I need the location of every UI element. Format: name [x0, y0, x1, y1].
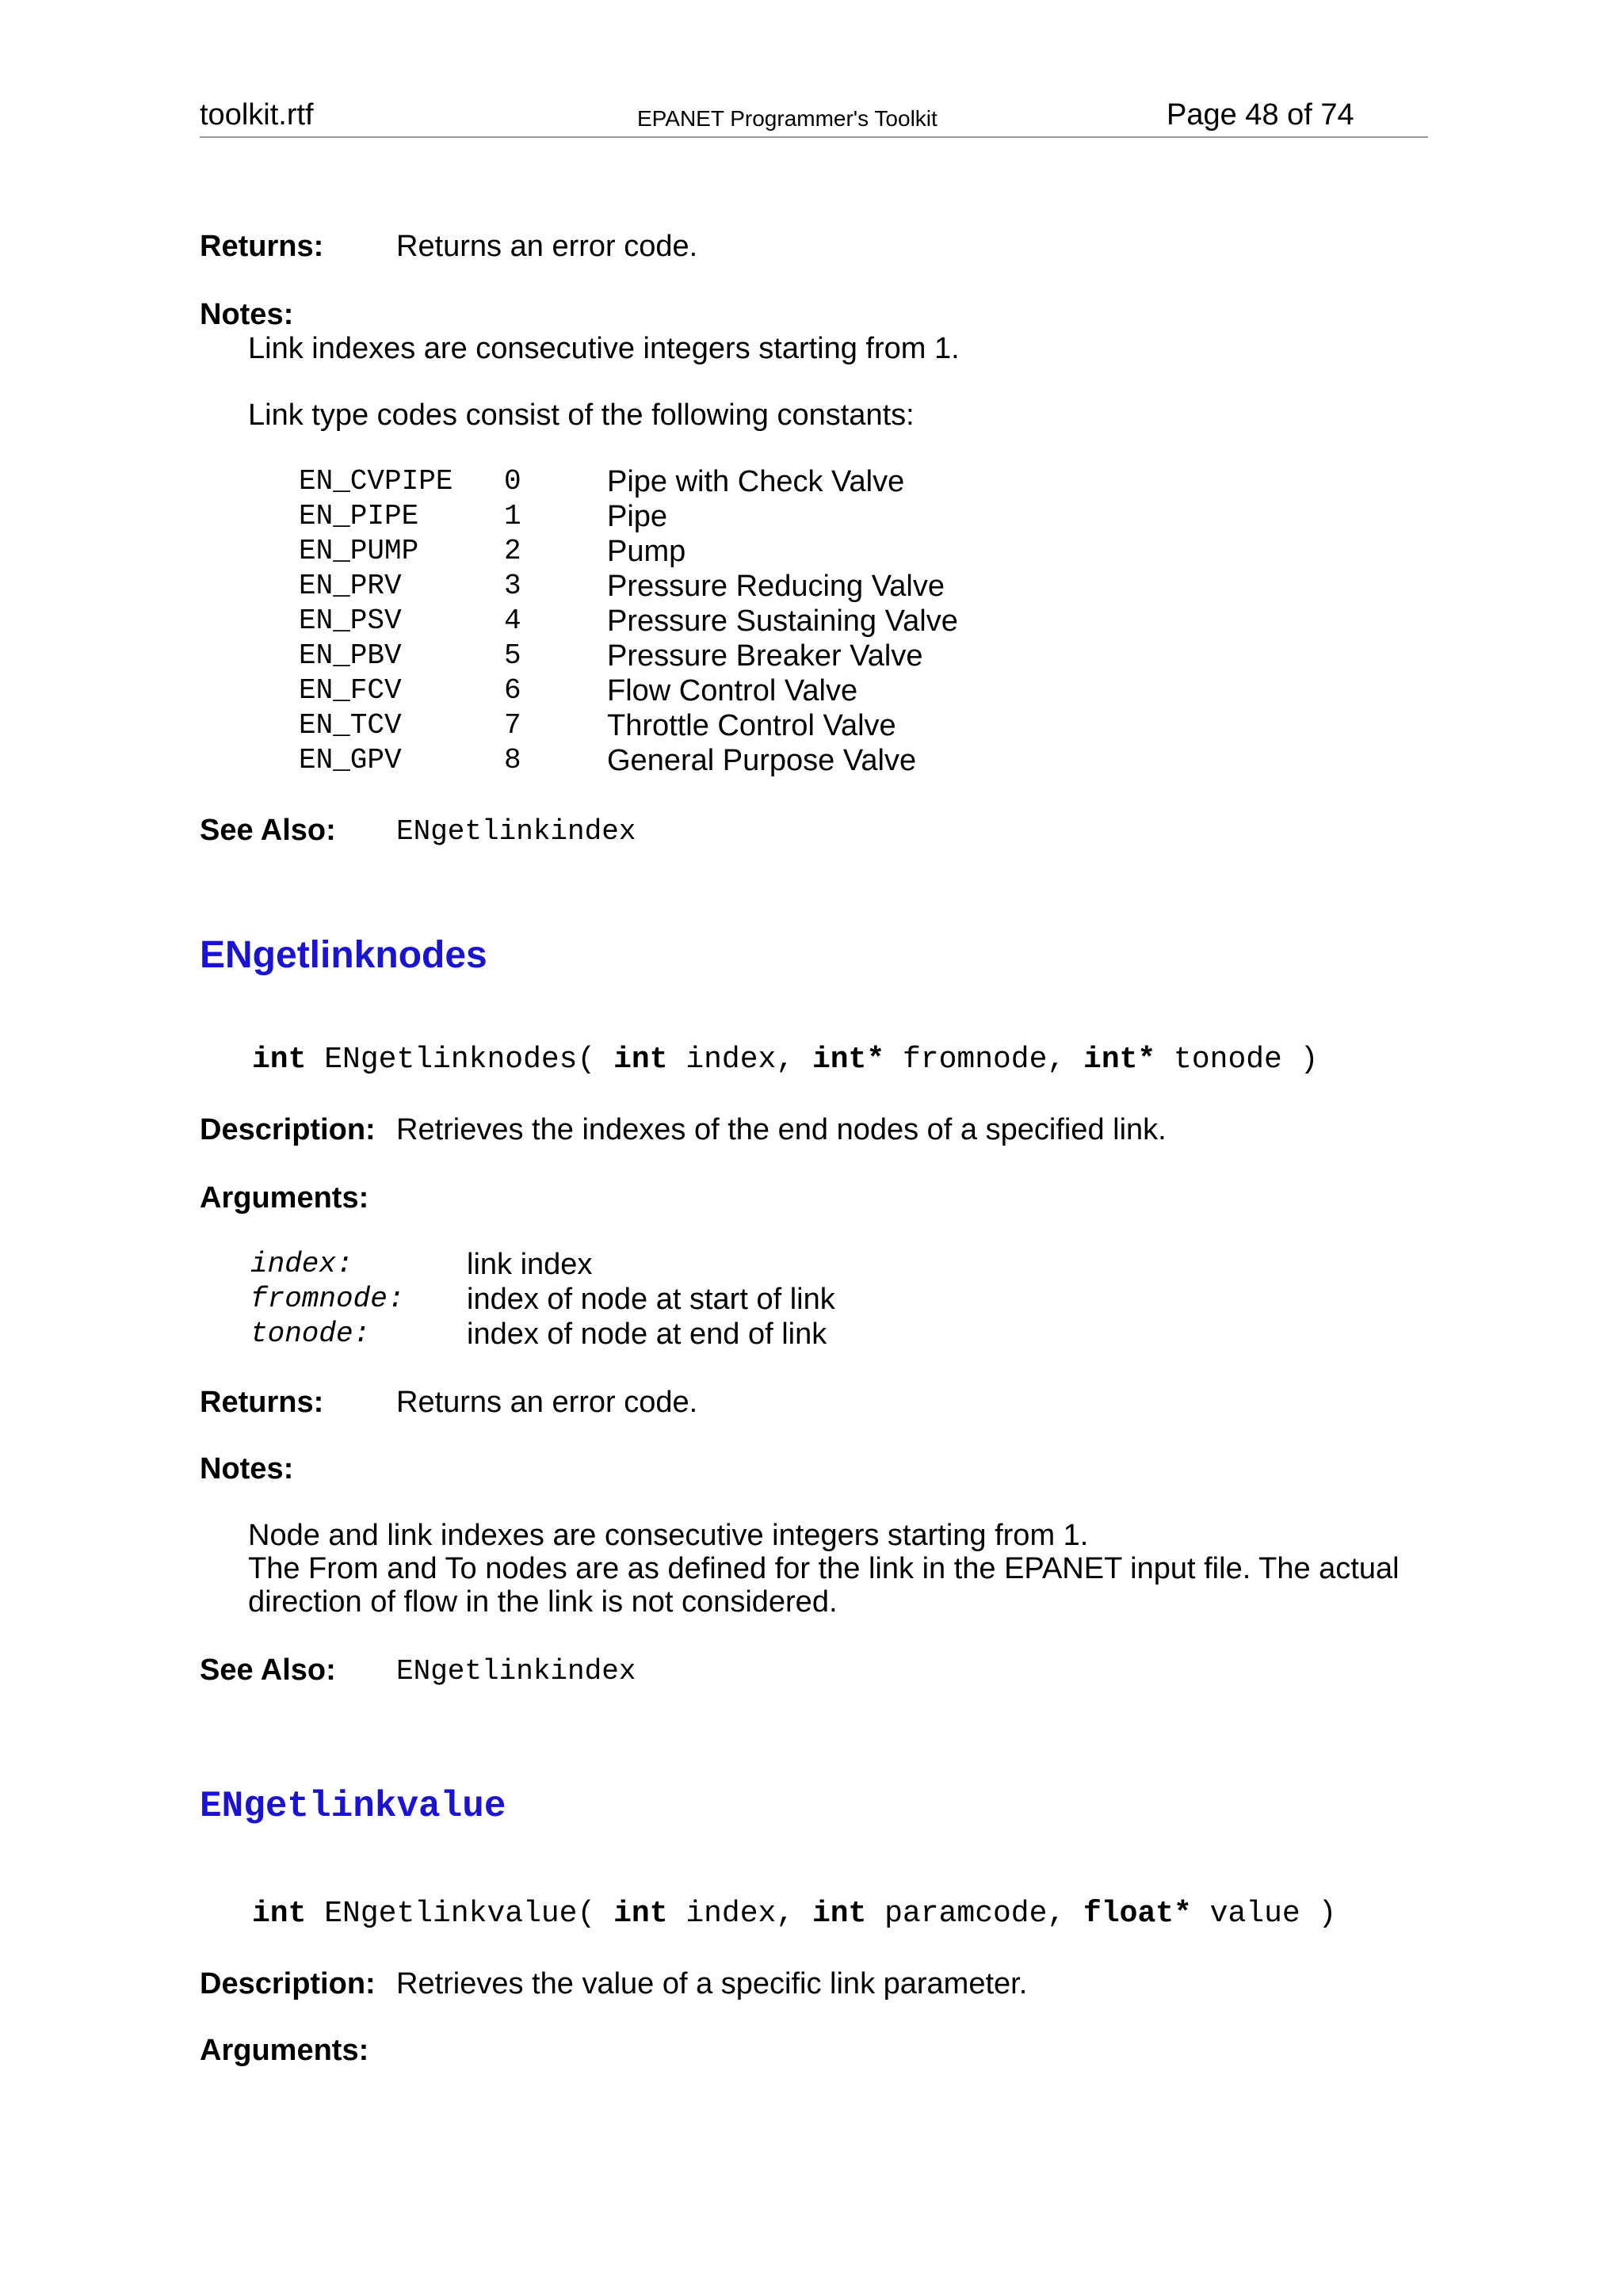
constant-code: 1	[504, 500, 521, 532]
constant-code: 7	[504, 709, 521, 742]
constant-code: 4	[504, 605, 521, 637]
sig-keyword: float*	[1083, 1897, 1192, 1931]
constant-code: 2	[504, 535, 521, 567]
argument-description: index of node at end of link	[467, 1318, 827, 1351]
sig-keyword: int	[613, 1897, 668, 1931]
constant-name: EN_GPV	[299, 744, 402, 776]
constant-description: Pressure Breaker Valve	[607, 639, 923, 673]
constant-name: EN_PSV	[299, 605, 402, 637]
description-label: Description:	[200, 1113, 376, 1146]
function-heading: ENgetlinkvalue	[200, 1786, 506, 1827]
constant-code: 6	[504, 674, 521, 707]
argument-description: link index	[467, 1248, 593, 1281]
argument-name: tonode:	[250, 1318, 371, 1350]
sig-text: value )	[1191, 1897, 1337, 1931]
constant-name: EN_TCV	[299, 709, 402, 742]
constant-description: Pump	[607, 535, 686, 568]
argument-name: index:	[250, 1248, 353, 1280]
description-text: Retrieves the value of a specific link parameter.	[396, 1967, 1028, 2000]
see-also-label: See Also:	[200, 814, 336, 847]
note-text: Node and link indexes are consecutive integers starting from 1.	[248, 1519, 1089, 1552]
constant-name: EN_PIPE	[299, 500, 419, 532]
constant-code: 0	[504, 465, 521, 498]
function-signature	[252, 1043, 1318, 1077]
constant-name: EN_PBV	[299, 639, 402, 672]
constant-description: Throttle Control Valve	[607, 709, 896, 742]
description-label: Description:	[200, 1967, 376, 2000]
argument-description: index of node at start of link	[467, 1283, 835, 1316]
constant-description: Pressure Sustaining Valve	[607, 605, 958, 638]
description-text: Retrieves the indexes of the end nodes of a specified link.	[396, 1113, 1167, 1146]
note-text: Link type codes consist of the following constants:	[248, 399, 915, 432]
notes-label: Notes:	[200, 298, 294, 331]
constant-name: EN_FCV	[299, 674, 402, 707]
sig-text: fromnode,	[884, 1043, 1084, 1077]
header-title: EPANET Programmer's Toolkit	[637, 106, 938, 131]
returns-label: Returns:	[200, 1386, 324, 1419]
notes-label: Notes:	[200, 1452, 294, 1486]
sig-text: tonode )	[1155, 1043, 1319, 1077]
function-signature	[252, 1897, 1336, 1932]
argument-name: fromnode:	[250, 1283, 405, 1315]
constant-description: General Purpose Valve	[607, 744, 917, 777]
see-also-link[interactable]: ENgetlinkindex	[396, 815, 636, 848]
sig-text: index,	[667, 1043, 812, 1077]
constant-description: Pipe with Check Valve	[607, 465, 905, 498]
note-text: Link indexes are consecutive integers starting from 1.	[248, 332, 960, 365]
constant-description: Pressure Reducing Valve	[607, 570, 945, 603]
sig-keyword: int*	[812, 1043, 885, 1077]
sig-keyword: int	[252, 1043, 307, 1077]
sig-text: ENgetlinknodes(	[306, 1043, 614, 1077]
returns-text: Returns an error code.	[396, 230, 698, 263]
see-also-link[interactable]: ENgetlinkindex	[396, 1655, 636, 1688]
sig-keyword: int*	[1083, 1043, 1156, 1077]
function-heading: ENgetlinknodes	[200, 934, 487, 976]
sig-text: ENgetlinkvalue(	[306, 1897, 614, 1931]
constant-name: EN_CVPIPE	[299, 465, 453, 498]
arguments-label: Arguments:	[200, 1181, 369, 1215]
sig-keyword: int	[812, 1897, 867, 1931]
constant-description: Flow Control Valve	[607, 674, 858, 707]
constant-description: Pipe	[607, 500, 668, 533]
note-text: The From and To nodes are as defined for the link in the EPANET input file. The actual	[248, 1552, 1400, 1585]
returns-label: Returns:	[200, 230, 324, 263]
sig-keyword: int	[252, 1897, 307, 1931]
header-page-number: Page 48 of 74	[1167, 98, 1354, 132]
see-also-label: See Also:	[200, 1653, 336, 1687]
constant-name: EN_PUMP	[299, 535, 419, 567]
constant-code: 5	[504, 639, 521, 672]
constant-code: 8	[504, 744, 521, 776]
constant-code: 3	[504, 570, 521, 602]
note-text: direction of flow in the link is not considered.	[248, 1585, 838, 1619]
returns-text: Returns an error code.	[396, 1386, 698, 1419]
header-filename: toolkit.rtf	[200, 98, 314, 132]
arguments-label: Arguments:	[200, 2034, 369, 2067]
sig-text: index,	[667, 1897, 812, 1931]
sig-keyword: int	[613, 1043, 668, 1077]
constant-name: EN_PRV	[299, 570, 402, 602]
sig-text: paramcode,	[866, 1897, 1084, 1931]
page-header	[200, 93, 1428, 138]
